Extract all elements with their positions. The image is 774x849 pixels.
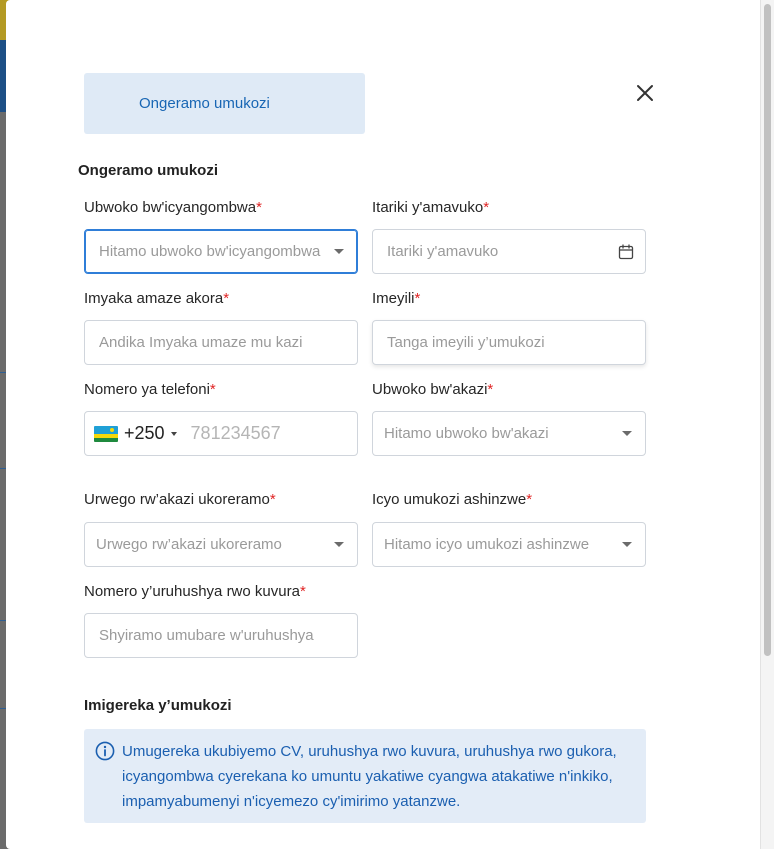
license-number-label: Nomero y’uruhushya rwo kuvura* (84, 583, 306, 600)
email-input[interactable] (372, 320, 646, 365)
attachments-title: Imigereka y’umukozi (84, 697, 232, 714)
calendar-icon[interactable] (618, 244, 634, 260)
job-level-placeholder: Urwego rw’akazi ukoreramo (96, 536, 282, 553)
add-employee-modal (6, 0, 766, 849)
attachments-info-text: Umugereka ukubiyemo CV, uruhushya rwo kuvura, uruhushya rwo gukora, icyangombwa cyerekana ko umuntu yakatiwe cyangwa atakatiwe n'inkiko, impamyabumenyi n'icyemezo cy'imirimo yatanzwe. (122, 743, 617, 810)
job-level-label: Urwego rw’akazi ukoreramo* (84, 491, 276, 508)
license-number-placeholder: Shyiramo umubare w'uruhushya (99, 627, 314, 644)
close-icon (636, 84, 654, 102)
document-type-label: Ubwoko bw'icyangombwa* (84, 199, 262, 216)
job-level-select[interactable] (84, 522, 358, 567)
required-mark: * (526, 491, 533, 508)
assignment-select[interactable] (372, 522, 646, 567)
country-code-selector[interactable] (85, 423, 191, 444)
chevron-down-icon (622, 542, 632, 547)
years-worked-input[interactable] (84, 320, 358, 365)
close-button[interactable] (632, 80, 658, 106)
document-type-select[interactable] (84, 229, 358, 274)
birth-date-picker[interactable] (372, 229, 646, 274)
rwanda-flag-icon (94, 426, 118, 442)
document-type-placeholder: Hitamo ubwoko bw'icyangombwa (99, 243, 321, 260)
job-type-label: Ubwoko bw'akazi* (372, 381, 494, 398)
job-type-select[interactable] (372, 411, 646, 456)
required-mark: * (256, 199, 262, 216)
chevron-down-icon (334, 249, 344, 254)
section-title: Ongeramo umukozi (78, 162, 219, 179)
chevron-down-icon (334, 542, 344, 547)
years-worked-placeholder: Andika Imyaka umaze mu kazi (99, 334, 303, 351)
birth-date-placeholder: Itariki y'amavuko (387, 243, 499, 260)
email-placeholder: Tanga imeyili y’umukozi (387, 334, 545, 351)
required-mark: * (414, 290, 421, 307)
chevron-down-icon (622, 431, 632, 436)
birth-date-label: Itariki y'amavuko* (372, 199, 490, 216)
email-label: Imeyili* (372, 290, 421, 307)
country-code: +250 (124, 423, 165, 443)
modal-tab-label: Ongeramo umukozi (139, 95, 270, 112)
modal-tab[interactable] (84, 73, 365, 134)
phone-label: Nomero ya telefoni* (84, 381, 216, 398)
required-mark: * (223, 290, 230, 307)
phone-input[interactable] (84, 411, 358, 456)
license-number-input[interactable] (84, 613, 358, 658)
assignment-label: Icyo umukozi ashinzwe* (372, 491, 533, 508)
required-mark: * (269, 491, 276, 508)
job-type-placeholder: Hitamo ubwoko bw'akazi (384, 425, 549, 442)
attachments-info-box (84, 729, 646, 823)
required-mark: * (299, 583, 306, 600)
required-mark: * (487, 381, 494, 398)
years-worked-label: Imyaka amaze akora* (84, 290, 230, 307)
chevron-down-icon (171, 432, 177, 436)
assignment-placeholder: Hitamo icyo umukozi ashinzwe (384, 536, 590, 553)
required-mark: * (483, 199, 490, 216)
phone-placeholder: 781234567 (190, 423, 281, 443)
scrollbar-thumb[interactable] (764, 4, 771, 656)
required-mark: * (209, 381, 216, 398)
info-icon (95, 741, 115, 761)
